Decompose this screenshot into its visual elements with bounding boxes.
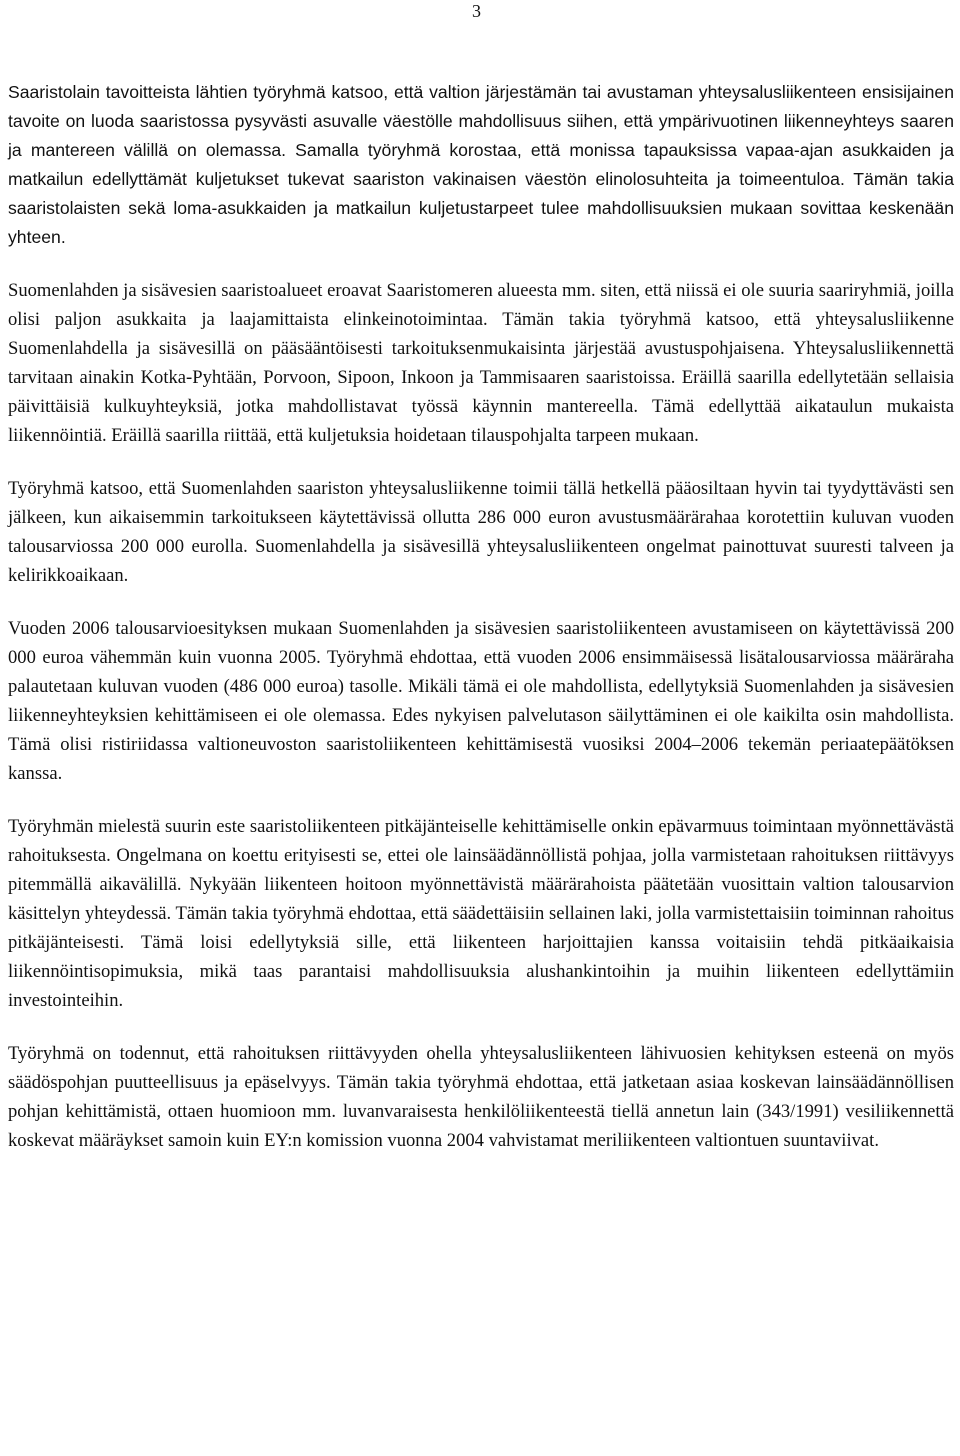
paragraph-3	[8, 474, 954, 590]
paragraph-4	[8, 614, 954, 788]
paragraph-4-text: Vuoden 2006 talousarvioesityksen mukaan Suomenlahden ja sisävesien saaristoliikenteen avustamiseen on käytettävissä 200 000 euroa vähemmän kuin vuonna 2005. Työryhmä ehdottaa, että vuoden 2006 ensimmäisessä lisätalousarviossa määräraha palautetaan kuluvan vuoden (486 000 euroa) tasolle. Mikäli tämä ei ole mahdollista, edellytyksiä Suomenlahden ja sisävesien liikenneyhteyksien kehittämiseen ei ole olemassa. Edes nykyisen palvelutason säilyttäminen ei ole kaikilta osin mahdollista. Tämä olisi ristiriidassa valtioneuvoston saaristoliikenteen kehittämisestä vuosiksi 2004–2006 tekemän periaatepäätöksen kanssa.	[8, 618, 954, 784]
paragraph-5-text: Työryhmän mielestä suurin este saaristoliikenteen pitkäjänteiselle kehittämiselle onkin epävarmuus toimintaan myönnettävästä rahoituksesta. Ongelmana on koettu erityisesti se, ettei ole lainsäädännöllistä pohjaa, jolla varmistetaan rahoituksen riittävyys pitemmällä aikavälillä. Nykyään liikenteen hoitoon myönnettävistä määrärahoista päätetään vuosittain valtion talousarvion käsittelyn yhteydessä. Tämän takia työryhmä ehdottaa, että säädettäisiin sellainen laki, jolla varmistettaisiin toiminnan rahoitus pitkäjänteisesti. Tämä loisi edellytyksiä sille, että liikenteen harjoittajien kanssa voitaisiin tehdä pitkäaikaisia liikennöintisopimuksia, mikä taas parantaisi mahdollisuuksia alushankintoihin ja muihin liikenteen edellyttämiin investointeihin.	[8, 816, 954, 1011]
page-number: 3	[472, 1, 481, 21]
paragraph-5	[8, 812, 954, 1015]
paragraph-1-text: Saaristolain tavoitteista lähtien työryhmä katsoo, että valtion järjestämän tai avustaman yhteysalusliikenteen ensisijainen tavoite on luoda saaristossa pysyvästi asuvalle väestölle mahdollisuus siihen, että ympärivuotinen liikenneyhteys saaren ja mantereen välillä on olemassa. Samalla työryhmä korostaa, että monissa tapauksissa vapaa-ajan asukkaiden ja matkailun edellyttämät kuljetukset tukevat saariston vakinaisen väestön elinolosuhteita ja toimeentuloa. Tämän takia saaristolaisten sekä loma-asukkaiden ja matkailun kuljetustarpeet tulee mahdollisuuksien mukaan sovittaa keskenään yhteen.	[8, 82, 954, 247]
paragraph-1	[8, 78, 954, 252]
paragraph-2-text: Suomenlahden ja sisävesien saaristoalueet eroavat Saaristomeren alueesta mm. siten, että niissä ei ole suuria saariryhmiä, joilla olisi paljon asukkaita ja laajamittaista elinkeinotoimintaa. Tämän takia työryhmä katsoo, että yhteysalusliikenne Suomenlahdella ja sisävesillä on pääsääntöisesti tarkoituksenmukaisinta järjestää avustuspohjaisena. Yhteysalusliikennettä tarvitaan ainakin Kotka-Pyhtään, Porvoon, Sipoon, Inkoon ja Tammisaaren saaristoissa. Eräillä saarilla edellytetään sellaisia päivittäisiä kulkuyhteyksiä, jotka mahdollistavat työssä käynnin mantereella. Tämä edellyttää aikataulun mukaista liikennöintiä. Eräillä saarilla riittää, että kuljetuksia hoidetaan tilauspohjalta tarpeen mukaan.	[8, 280, 954, 446]
paragraph-3-text: Työryhmä katsoo, että Suomenlahden saariston yhteysalusliikenne toimii tällä hetkellä pääosiltaan hyvin tai tyydyttävästi sen jälkeen, kun aikaisemmin tarkoitukseen käytettävissä ollutta 286 000 euron avustusmäärärahaa korotettiin kuluvan vuoden talousarviossa 200 000 eurolla. Suomenlahdella ja sisävesillä yhteysalusliikenteen ongelmat painottuvat suuresti talveen ja kelirikkoaikaan.	[8, 478, 954, 586]
document-body	[8, 78, 954, 1155]
paragraph-2	[8, 276, 954, 450]
paragraph-6-text: Työryhmä on todennut, että rahoituksen riittävyyden ohella yhteysalusliikenteen lähivuosien kehityksen esteenä on myös säädöspohjan puutteellisuus ja epäselvyys. Tämän takia työryhmä ehdottaa, että jatketaan asiaa koskevan lainsäädännöllisen pohjan kehittämistä, ottaen huomioon mm. luvanvaraisesta henkilöliikenteestä tiellä annetun lain (343/1991) vesiliikennettä koskevat määräykset samoin kuin EY:n komission vuonna 2004 vahvistamat meriliikenteen valtiontuen suuntaviivat.	[8, 1043, 954, 1151]
paragraph-6	[8, 1039, 954, 1155]
